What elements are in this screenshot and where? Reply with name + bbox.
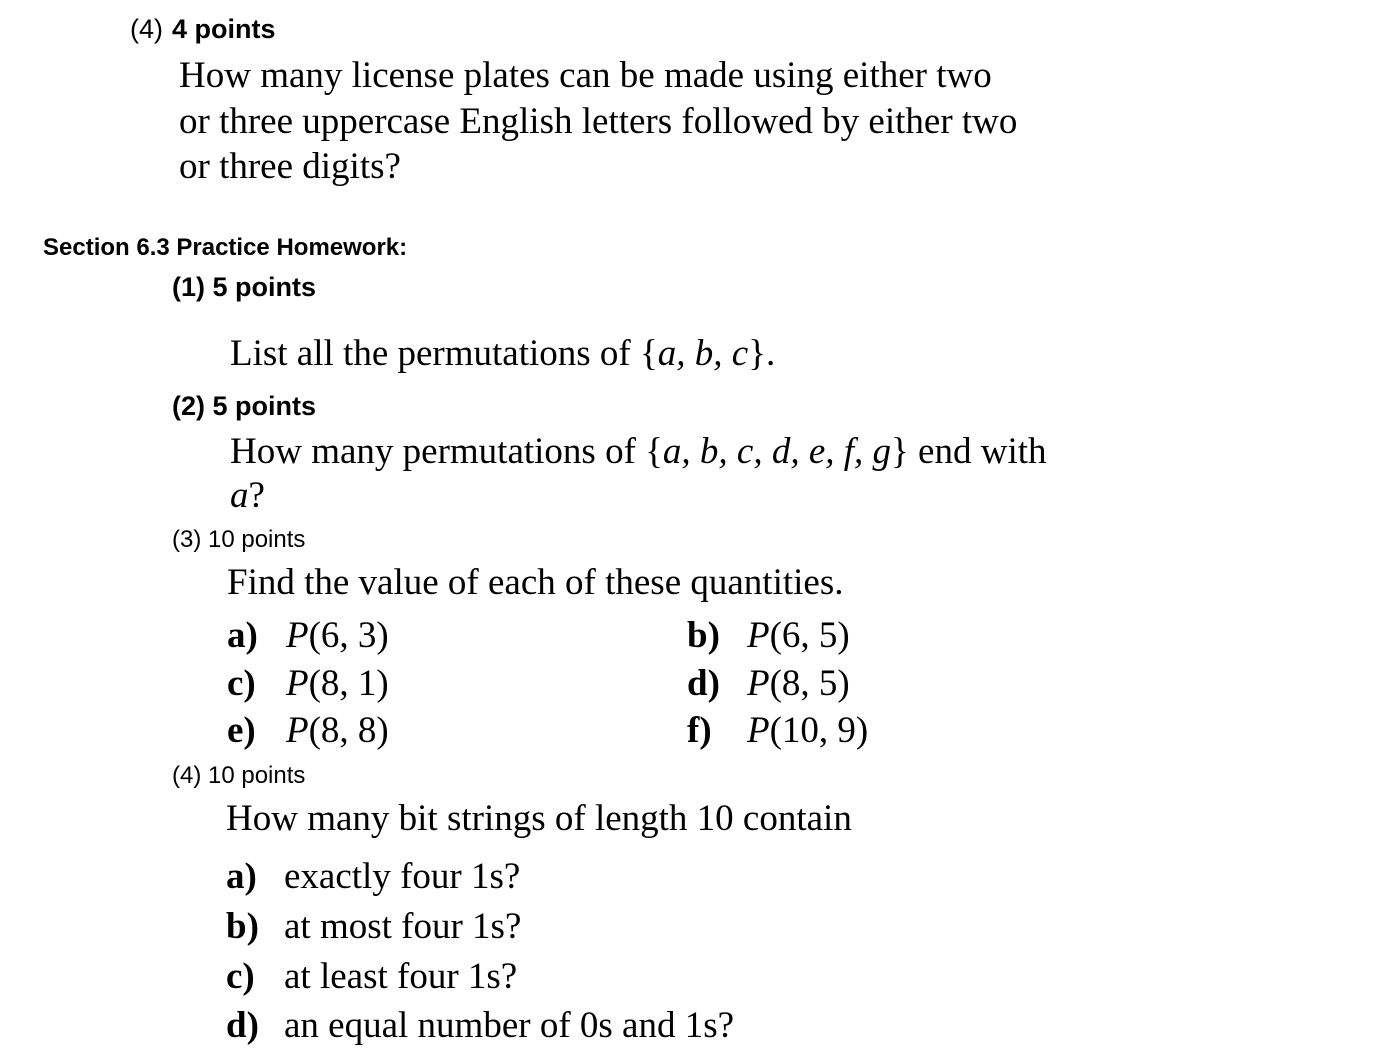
option-args: (8, 5)	[769, 663, 850, 704]
problem-4-option-text: exactly four 1s?	[284, 856, 521, 897]
problem-4-heading: (4) 10 points	[172, 762, 306, 789]
problem-3-option-label: c)	[227, 663, 256, 704]
problem-4-option-label: c)	[226, 956, 255, 997]
problem-2-set: a, b, c, d, e, f, g	[662, 431, 892, 472]
option-args: (6, 3)	[308, 615, 389, 656]
option-args: (8, 1)	[308, 663, 389, 704]
problem-3-heading: (3) 10 points	[172, 526, 306, 553]
problem-2-text-line	[230, 474, 265, 517]
problem-2-question-mark: ?	[248, 475, 265, 516]
problem-4-option-text: at least four 1s?	[284, 956, 518, 997]
option-func: P	[286, 615, 309, 656]
problem-3-option-value	[747, 662, 850, 705]
section-title: Section 6.3 Practice Homework:	[43, 234, 408, 261]
option-args: (6, 5)	[769, 615, 850, 656]
problem-1-set: a, b, c	[657, 333, 749, 374]
option-func: P	[747, 615, 770, 656]
prev-problem-text-line: or three digits?	[179, 146, 401, 187]
problem-1-text-prefix: List all the permutations of {	[230, 333, 658, 374]
problem-2-text-line	[230, 430, 1047, 473]
problem-1-heading: (1) 5 points	[172, 272, 317, 302]
option-args: (10, 9)	[769, 710, 869, 751]
problem-4-text: How many bit strings of length 10 contain	[226, 798, 852, 839]
problem-3-option-label: b)	[687, 615, 720, 656]
problem-3-option-label: d)	[687, 663, 720, 704]
problem-3-option-value	[286, 662, 389, 705]
problem-3-option-value	[747, 709, 868, 752]
option-func: P	[747, 663, 770, 704]
problem-4-option-label: d)	[226, 1005, 259, 1046]
problem-3-option-value	[747, 614, 850, 657]
problem-3-option-label: e)	[227, 710, 256, 751]
problem-2-text-prefix: How many permutations of {	[230, 431, 663, 472]
prev-problem-number: (4)	[130, 14, 163, 44]
problem-2-variable: a	[230, 475, 249, 516]
problem-3-option-label: f)	[687, 710, 712, 751]
problem-3-text: Find the value of each of these quantities.	[227, 562, 844, 603]
option-func: P	[286, 663, 309, 704]
problem-4-option-text: an equal number of 0s and 1s?	[284, 1005, 735, 1046]
prev-problem-text-line: or three uppercase English letters followed by either two	[179, 101, 1018, 142]
problem-1-text-suffix: }.	[748, 333, 776, 374]
problem-4-option-label: b)	[226, 906, 259, 947]
problem-1-text	[230, 332, 775, 375]
problem-3-option-label: a)	[227, 615, 258, 656]
problem-3-option-value	[286, 614, 389, 657]
option-func: P	[747, 710, 770, 751]
prev-problem-points: 4 points	[172, 14, 276, 44]
problem-2-heading: (2) 5 points	[172, 391, 317, 421]
problem-2-text-suffix: } end with	[891, 431, 1047, 472]
problem-4-option-text: at most four 1s?	[284, 906, 522, 947]
prev-problem-text-line: How many license plates can be made using either two	[179, 55, 992, 96]
option-args: (8, 8)	[308, 710, 389, 751]
option-func: P	[286, 710, 309, 751]
problem-3-option-value	[286, 709, 389, 752]
problem-4-option-label: a)	[226, 856, 257, 897]
